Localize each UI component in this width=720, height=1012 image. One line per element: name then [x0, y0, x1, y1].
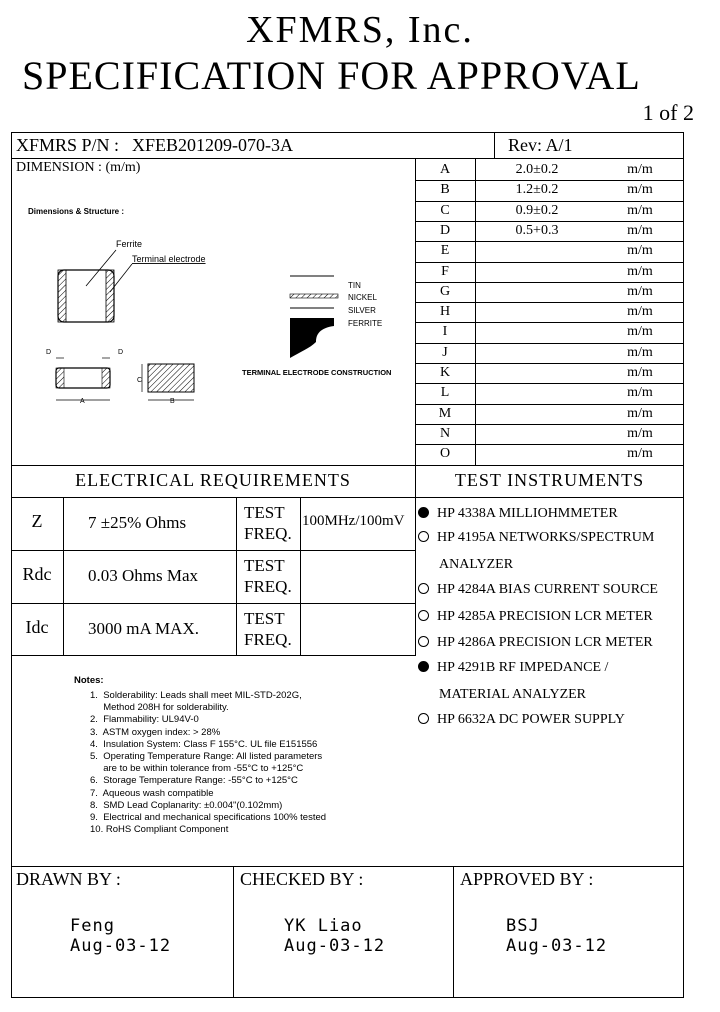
note-line: 4. Insulation System: Class F 155°C. UL file E151556 — [90, 738, 318, 750]
divider-headings — [11, 497, 684, 498]
dim-d-left: D — [46, 349, 52, 356]
note-line: 8. SMD Lead Coplanarity: ±0.004"(0.102mm) — [90, 799, 283, 811]
chip-electrode-right — [106, 270, 114, 322]
dimension-row-label: B — [440, 182, 450, 198]
construction-caption: TERMINAL ELECTRODE CONSTRUCTION — [242, 368, 392, 377]
note-line: 3. ASTM oxygen index: > 28% — [90, 726, 221, 738]
note-line: are to be within tolerance from -55°C to +125°C — [90, 763, 304, 775]
dimension-row-label: F — [441, 263, 449, 279]
note-line: 7. Aqueous wash compatible — [90, 787, 214, 799]
instrument-item — [418, 635, 653, 651]
dimension-row-unit: m/m — [627, 283, 653, 299]
dimension-row-label: E — [440, 243, 450, 259]
divider-elec-2 — [11, 603, 415, 604]
divider-elec-3 — [11, 655, 415, 656]
part-number-value: XFEB201209-070-3A — [132, 135, 293, 155]
electrical-param: Z — [31, 511, 43, 531]
instrument-label: HP 4195A NETWORKS/SPECTRUM — [437, 530, 655, 545]
dimension-row-label: D — [439, 222, 451, 238]
radio-selected-icon — [418, 507, 429, 518]
electrical-freq-label: FREQ. — [244, 524, 292, 543]
document-title: SPECIFICATION FOR APPROVAL — [22, 53, 641, 98]
divider-sign-2 — [453, 866, 454, 998]
note-line: 5. Operating Temperature Range: All listed parameters — [90, 751, 323, 762]
dimension-row-label: K — [439, 365, 451, 380]
dimension-row-label: J — [442, 344, 448, 360]
dimension-row — [415, 383, 684, 403]
company-name: XFMRS, Inc. — [246, 9, 474, 51]
instrument-label: HP 4284A BIAS CURRENT SOURCE — [437, 582, 658, 597]
note-line: 1. Solderability: Leads shall meet MIL-STD-202G, — [90, 690, 302, 701]
electrical-freq-label: FREQ. — [244, 630, 292, 649]
divider-elec-param — [63, 497, 64, 655]
approved-by-date: Aug-03-12 — [506, 936, 608, 956]
dim-c-label: C — [137, 377, 143, 384]
dimension-drawing — [20, 200, 410, 420]
instrument-label: HP 4291B RF IMPEDANCE / — [437, 660, 609, 675]
instrument-label: HP 6632A DC POWER SUPPLY — [437, 712, 625, 727]
dimension-row — [415, 180, 684, 200]
instrument-label: HP 4286A PRECISION LCR METER — [437, 635, 653, 650]
radio-unselected-icon — [418, 583, 429, 594]
electrical-value: 0.03 Ohms Max — [88, 566, 199, 585]
label-terminal: Terminal electrode — [132, 254, 206, 264]
instrument-item — [418, 660, 608, 676]
dimension-row — [415, 241, 684, 261]
instrument-item — [418, 582, 658, 598]
dimension-row-value: 0.5+0.3 — [515, 222, 559, 238]
instruments-heading: TEST INSTRUMENTS — [454, 470, 645, 490]
drawn-by-name: Feng — [70, 916, 115, 936]
note-line: 6. Storage Temperature Range: -55°C to +125°C — [90, 775, 298, 787]
drawing-title: Dimensions & Structure : — [28, 207, 125, 216]
dimension-row — [415, 363, 684, 383]
radio-unselected-icon — [418, 636, 429, 647]
electrical-param: Idc — [25, 617, 49, 637]
dimension-row — [415, 262, 684, 282]
checked-by-name: YK Liao — [284, 916, 363, 936]
dim-b-label: B — [170, 398, 175, 405]
electrical-test-label: TEST — [244, 609, 285, 628]
label-ferrite-layer: FERRITE — [348, 319, 383, 328]
dimension-row — [415, 201, 684, 221]
dimension-row-label: M — [438, 405, 452, 421]
divider-signoff — [11, 866, 684, 867]
dimension-row-unit: m/m — [627, 243, 653, 259]
instrument-item — [418, 506, 618, 522]
dimension-row — [415, 282, 684, 302]
radio-unselected-icon — [418, 713, 429, 724]
divider-dimension — [11, 465, 684, 466]
radio-unselected-icon — [418, 531, 429, 542]
dimension-row-label: I — [442, 324, 448, 340]
dimension-row-unit: m/m — [627, 182, 653, 198]
instrument-item — [439, 687, 586, 703]
label-tin: TIN — [348, 281, 361, 290]
instrument-item — [418, 530, 654, 546]
dimension-row-label: A — [439, 162, 451, 177]
electrical-value: 7 ±25% Ohms — [88, 513, 187, 532]
dimension-row-unit: m/m — [627, 202, 653, 218]
checked-by-date: Aug-03-12 — [284, 936, 386, 956]
electrical-value: 3000 mA MAX. — [88, 619, 199, 638]
instrument-label: MATERIAL ANALYZER — [439, 687, 587, 702]
label-nickel: NICKEL — [348, 293, 377, 302]
instrument-item — [439, 557, 513, 573]
checked-by-label: CHECKED BY : — [240, 869, 364, 889]
page-number: 1 of 2 — [642, 100, 694, 125]
side-electrode-right — [102, 368, 110, 388]
instrument-item — [418, 712, 625, 728]
notes-title: Notes: — [74, 675, 104, 686]
dimension-row-unit: m/m — [627, 405, 653, 421]
divider-pn — [11, 158, 684, 159]
label-silver: SILVER — [348, 306, 376, 315]
dimension-row-label: O — [439, 446, 451, 462]
drawn-by-date: Aug-03-12 — [70, 936, 172, 956]
dimension-row-label: C — [440, 202, 450, 218]
dimension-row — [415, 424, 684, 444]
dimension-row — [415, 444, 684, 464]
instrument-label: ANALYZER — [439, 557, 514, 572]
dimension-row — [415, 322, 684, 342]
electrical-param: Rdc — [22, 564, 52, 584]
note-line: 2. Flammability: UL94V-0 — [90, 714, 199, 726]
dimension-row — [415, 160, 684, 180]
dimension-row-unit: m/m — [627, 263, 653, 279]
layer-nickel — [290, 294, 338, 298]
dimension-row-value: 0.9±0.2 — [515, 202, 559, 218]
dimension-row-unit: m/m — [627, 425, 653, 441]
dimension-row-unit: m/m — [627, 222, 653, 238]
divider-elec-value — [236, 497, 237, 655]
chip-body — [58, 270, 114, 322]
divider-elec-test — [300, 497, 301, 655]
radio-unselected-icon — [418, 610, 429, 621]
layer-ferrite-shape — [290, 318, 334, 358]
dimension-row-label: N — [439, 425, 451, 441]
divider-rev — [494, 132, 495, 158]
electrical-condition: 100MHz/100mV — [302, 513, 405, 529]
dimension-row-label: G — [439, 283, 451, 299]
dimension-row — [415, 343, 684, 363]
side-electrode-left — [56, 368, 64, 388]
dim-d-right: D — [118, 349, 124, 356]
approved-by-label: APPROVED BY : — [460, 869, 594, 889]
electrical-heading: ELECTRICAL REQUIREMENTS — [75, 470, 351, 490]
dimension-row-value: 2.0±0.2 — [515, 162, 559, 177]
part-number-label: XFMRS P/N : — [16, 135, 120, 155]
divider-elec-1 — [11, 550, 415, 551]
chip-electrode-left — [58, 270, 66, 322]
dimension-row-unit: m/m — [627, 304, 653, 320]
instrument-label: HP 4338A MILLIOHMMETER — [437, 506, 618, 521]
dimension-row-unit: m/m — [627, 344, 653, 360]
dimension-row-unit: m/m — [627, 385, 653, 401]
instrument-item — [418, 609, 653, 625]
radio-selected-icon — [418, 661, 429, 672]
chip-end-view — [148, 364, 194, 392]
drawn-by-label: DRAWN BY : — [16, 869, 121, 889]
dimension-row-label: L — [440, 385, 450, 401]
dimension-row — [415, 221, 684, 241]
dimension-row — [415, 404, 684, 424]
dimension-row-unit: m/m — [627, 324, 653, 340]
instrument-label: HP 4285A PRECISION LCR METER — [437, 609, 653, 624]
note-line: 10. RoHS Compliant Component — [90, 824, 229, 836]
approved-by-name: BSJ — [506, 916, 540, 936]
dim-a-label: A — [80, 398, 85, 405]
dimension-row — [415, 302, 684, 322]
electrical-freq-label: FREQ. — [244, 577, 292, 596]
label-ferrite: Ferrite — [116, 239, 143, 249]
dimension-row-unit: m/m — [627, 365, 653, 380]
revision: Rev: A/1 — [508, 135, 573, 155]
dimension-row-unit: m/m — [627, 446, 653, 462]
dimension-label: DIMENSION : (m/m) — [16, 160, 141, 175]
electrical-test-label: TEST — [244, 503, 285, 522]
divider-sign-1 — [233, 866, 234, 998]
dimension-row-label: H — [439, 304, 451, 320]
note-line: Method 208H for solderability. — [90, 702, 229, 714]
note-line: 9. Electrical and mechanical specifications 100% tested — [90, 812, 327, 823]
dimension-row-value: 1.2±0.2 — [515, 182, 559, 198]
dimension-row-unit: m/m — [627, 162, 653, 177]
electrical-test-label: TEST — [244, 556, 285, 575]
